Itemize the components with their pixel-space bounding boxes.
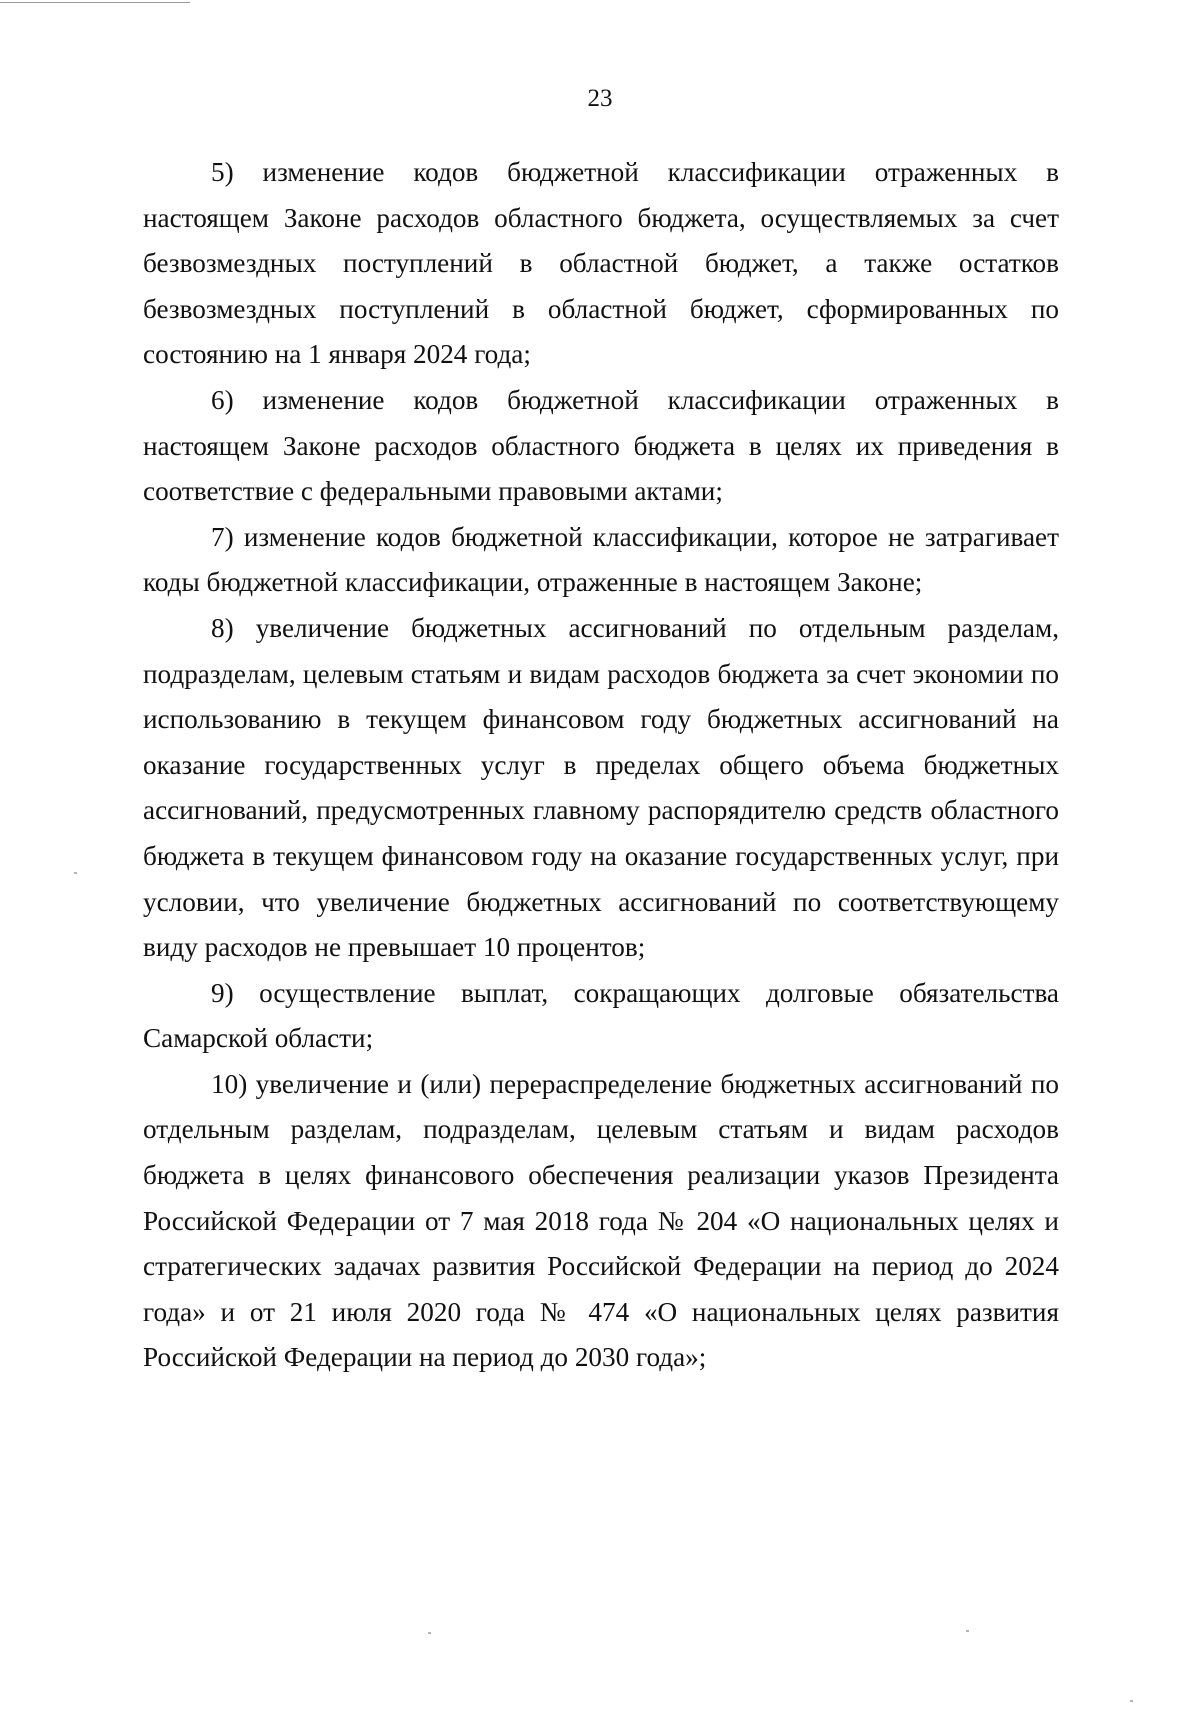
clause-text: осуществление выплат, сокращающих долговые обязательства Самарской области; bbox=[143, 977, 1059, 1054]
clause-number: 9) bbox=[211, 977, 234, 1008]
clause-text: изменение кодов бюджетной классификации отраженных в настоящем Законе расходов областного бюджета в целях их приведения в соответствие с федеральными правовыми актами; bbox=[143, 384, 1059, 507]
scan-edge-line bbox=[0, 2, 190, 3]
clause-8 bbox=[143, 606, 1059, 971]
clause-number: 6) bbox=[211, 384, 234, 415]
clause-5 bbox=[143, 150, 1059, 378]
clause-6 bbox=[143, 378, 1059, 515]
clause-text: изменение кодов бюджетной классификации отраженных в настоящем Законе расходов областного бюджета, осуществляемых за счет безвозмездных поступлений в областной бюджет, а также остатков безвозмездных поступлений в областной бюджет, сформированных по состоянию на 1 января 2024 года; bbox=[143, 157, 1059, 370]
clause-text: увеличение бюджетных ассигнований по отдельным разделам, подразделам, целевым статьям и видам расходов бюджета за счет экономии по использованию в текущем финансовом году бюджетных ассигнований на оказание государственных услуг в пределах общего объема бюджетных ассигнований, предусмотренных главному распорядителю средств областного бюджета в текущем финансовом году на оказание государственных услуг, при условии, что увеличение бюджетных ассигнований по соответствующему виду расходов не превышает 10 процентов; bbox=[143, 612, 1060, 963]
clause-number: 10) bbox=[211, 1068, 248, 1099]
clause-number: 7) bbox=[211, 521, 234, 552]
law-text-body bbox=[143, 150, 1059, 1381]
scan-speck bbox=[74, 872, 77, 874]
scan-speck bbox=[428, 1632, 431, 1634]
clause-number: 5) bbox=[211, 157, 234, 187]
clause-10 bbox=[143, 1062, 1059, 1381]
clause-7 bbox=[143, 515, 1059, 606]
clause-text: изменение кодов бюджетной классификации, которое не затрагивает коды бюджетной классификации, отраженные в настоящем Законе; bbox=[143, 521, 1060, 598]
scan-speck bbox=[966, 1630, 969, 1632]
scan-speck bbox=[1130, 1700, 1133, 1702]
page-number: 23 bbox=[587, 85, 613, 112]
clause-number: 8) bbox=[211, 612, 234, 643]
clause-9 bbox=[143, 971, 1059, 1062]
clause-text: увеличение и (или) перераспределение бюджетных ассигнований по отдельным разделам, подразделам, целевым статьям и видам расходов бюджета в целях финансового обеспечения реализации указов Президента Российской Федерации от 7 мая 2018 года № 204 «О национальных целях и стратегических задачах развития Российской Федерации на период до 2024 года» и от 21 июля 2020 года № 474 «О национальных целях развития Российской Федерации на период до 2030 года»; bbox=[143, 1068, 1059, 1373]
